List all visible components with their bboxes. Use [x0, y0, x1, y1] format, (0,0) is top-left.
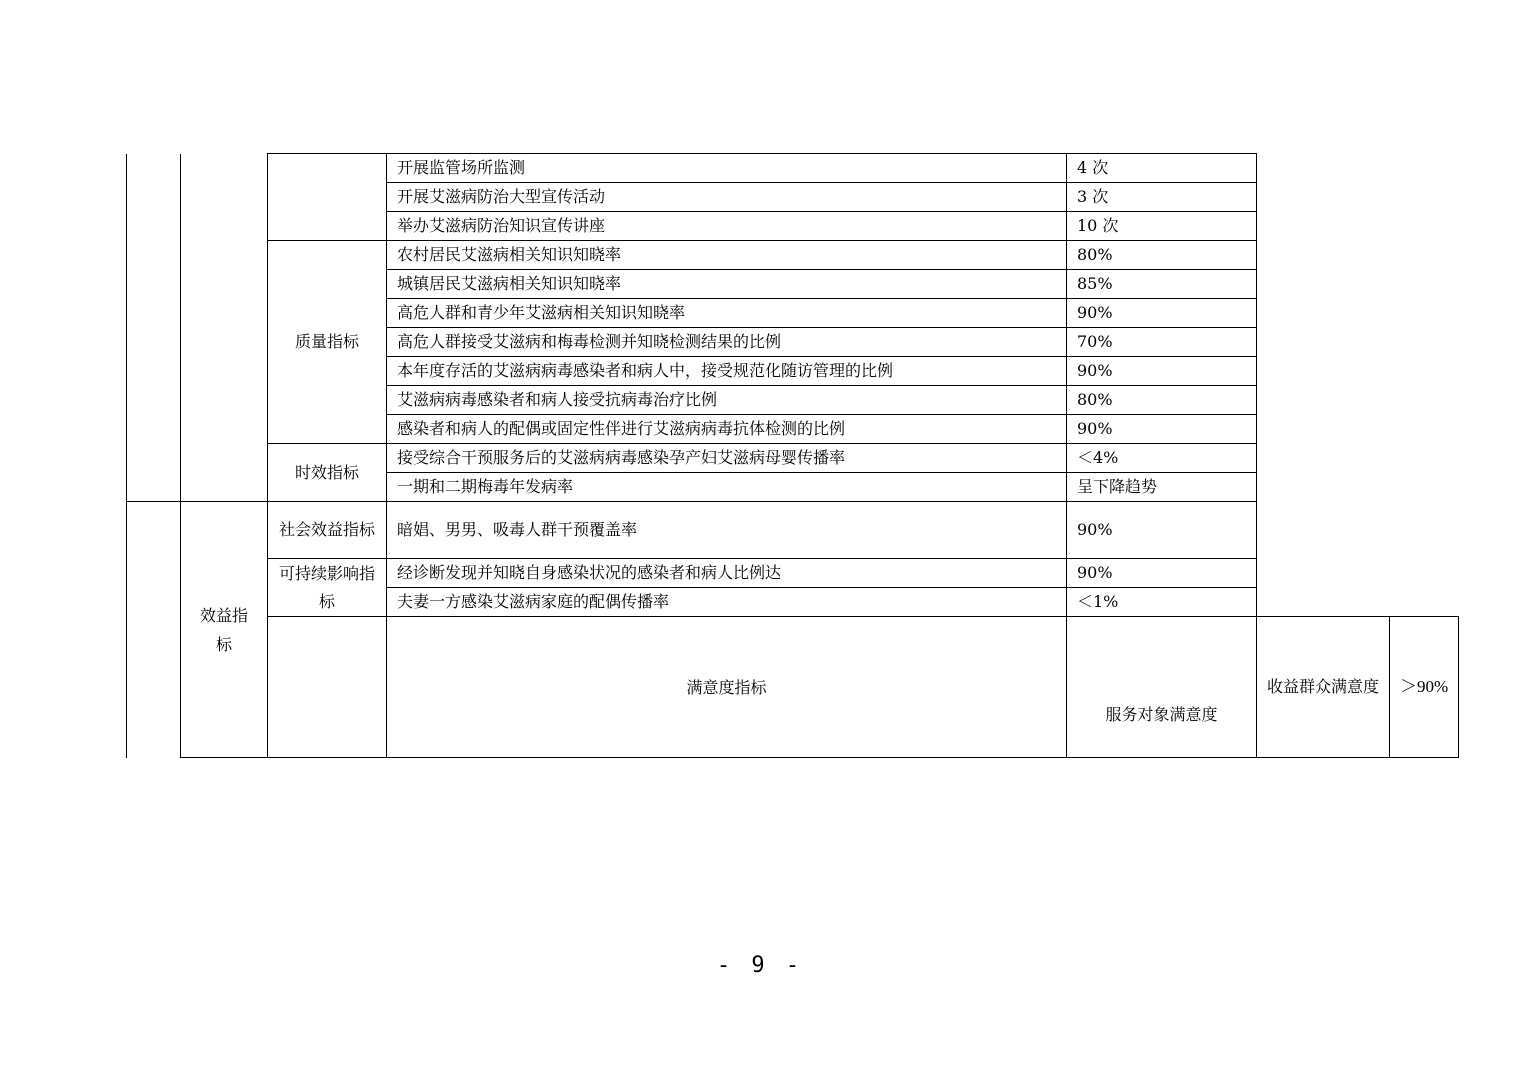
value-cell: 70% — [1067, 328, 1257, 357]
group-satisfaction: 满意度指标 — [387, 617, 1067, 758]
indicator-cell: 开展艾滋病防治大型宣传活动 — [387, 183, 1067, 212]
category-cell-blank — [268, 154, 387, 241]
table-row — [127, 154, 1459, 183]
value-cell: 3 次 — [1067, 183, 1257, 212]
value-cell: 10 次 — [1067, 212, 1257, 241]
category-service-satisfaction — [1067, 617, 1257, 758]
value-cell: 4 次 — [1067, 154, 1257, 183]
blank-column — [127, 154, 181, 502]
indicator-cell: 高危人群和青少年艾滋病相关知识知晓率 — [387, 299, 1067, 328]
table-row — [127, 241, 1459, 270]
indicator-cell: 感染者和病人的配偶或固定性伴进行艾滋病病毒抗体检测的比例 — [387, 415, 1067, 444]
table-row — [127, 444, 1459, 473]
table-row — [127, 559, 1459, 588]
value-cell: 80% — [1067, 386, 1257, 415]
indicator-cell: 夫妻一方感染艾滋病家庭的配偶传播率 — [387, 588, 1067, 617]
value-cell: 呈下降趋势 — [1067, 473, 1257, 502]
value-cell: ＞90% — [1390, 617, 1459, 758]
table-row — [127, 502, 1459, 559]
category-quality: 质量指标 — [268, 241, 387, 444]
value-cell: 90% — [1067, 559, 1257, 588]
blank-column — [268, 617, 387, 758]
indicator-cell: 农村居民艾滋病相关知识知晓率 — [387, 241, 1067, 270]
blank-column — [127, 502, 181, 758]
value-cell: 85% — [1067, 270, 1257, 299]
indicator-cell: 开展监管场所监测 — [387, 154, 1067, 183]
value-cell: ＜4% — [1067, 444, 1257, 473]
category-timeliness: 时效指标 — [268, 444, 387, 502]
indicator-cell: 收益群众满意度 — [1257, 617, 1390, 758]
indicator-cell: 艾滋病病毒感染者和病人接受抗病毒治疗比例 — [387, 386, 1067, 415]
table-row — [127, 617, 1459, 758]
indicator-cell: 高危人群接受艾滋病和梅毒检测并知晓检测结果的比例 — [387, 328, 1067, 357]
value-cell: ＜1% — [1067, 588, 1257, 617]
indicator-table — [126, 153, 1459, 758]
value-cell: 90% — [1067, 299, 1257, 328]
category-sustainable: 可持续影响指标 — [268, 559, 387, 617]
indicator-cell: 暗娼、男男、吸毒人群干预覆盖率 — [387, 502, 1067, 559]
indicator-cell: 本年度存活的艾滋病病毒感染者和病人中，接受规范化随访管理的比例 — [387, 357, 1067, 386]
indicator-cell: 经诊断发现并知晓自身感染状况的感染者和病人比例达 — [387, 559, 1067, 588]
value-cell: 90% — [1067, 415, 1257, 444]
indicator-cell: 城镇居民艾滋病相关知识知晓率 — [387, 270, 1067, 299]
category-social-benefit: 社会效益指标 — [268, 502, 387, 559]
blank-column — [181, 154, 268, 502]
indicator-cell: 接受综合干预服务后的艾滋病病毒感染孕产妇艾滋病母婴传播率 — [387, 444, 1067, 473]
page-number: - 9 - — [716, 953, 804, 978]
indicator-cell: 一期和二期梅毒年发病率 — [387, 473, 1067, 502]
value-cell: 80% — [1067, 241, 1257, 270]
group-benefit: 效益指标 — [181, 502, 268, 758]
category-service-satisfaction-label: 服务对象满意度 — [1105, 705, 1218, 724]
value-cell: 90% — [1067, 357, 1257, 386]
value-cell: 90% — [1067, 502, 1257, 559]
indicator-cell: 举办艾滋病防治知识宣传讲座 — [387, 212, 1067, 241]
